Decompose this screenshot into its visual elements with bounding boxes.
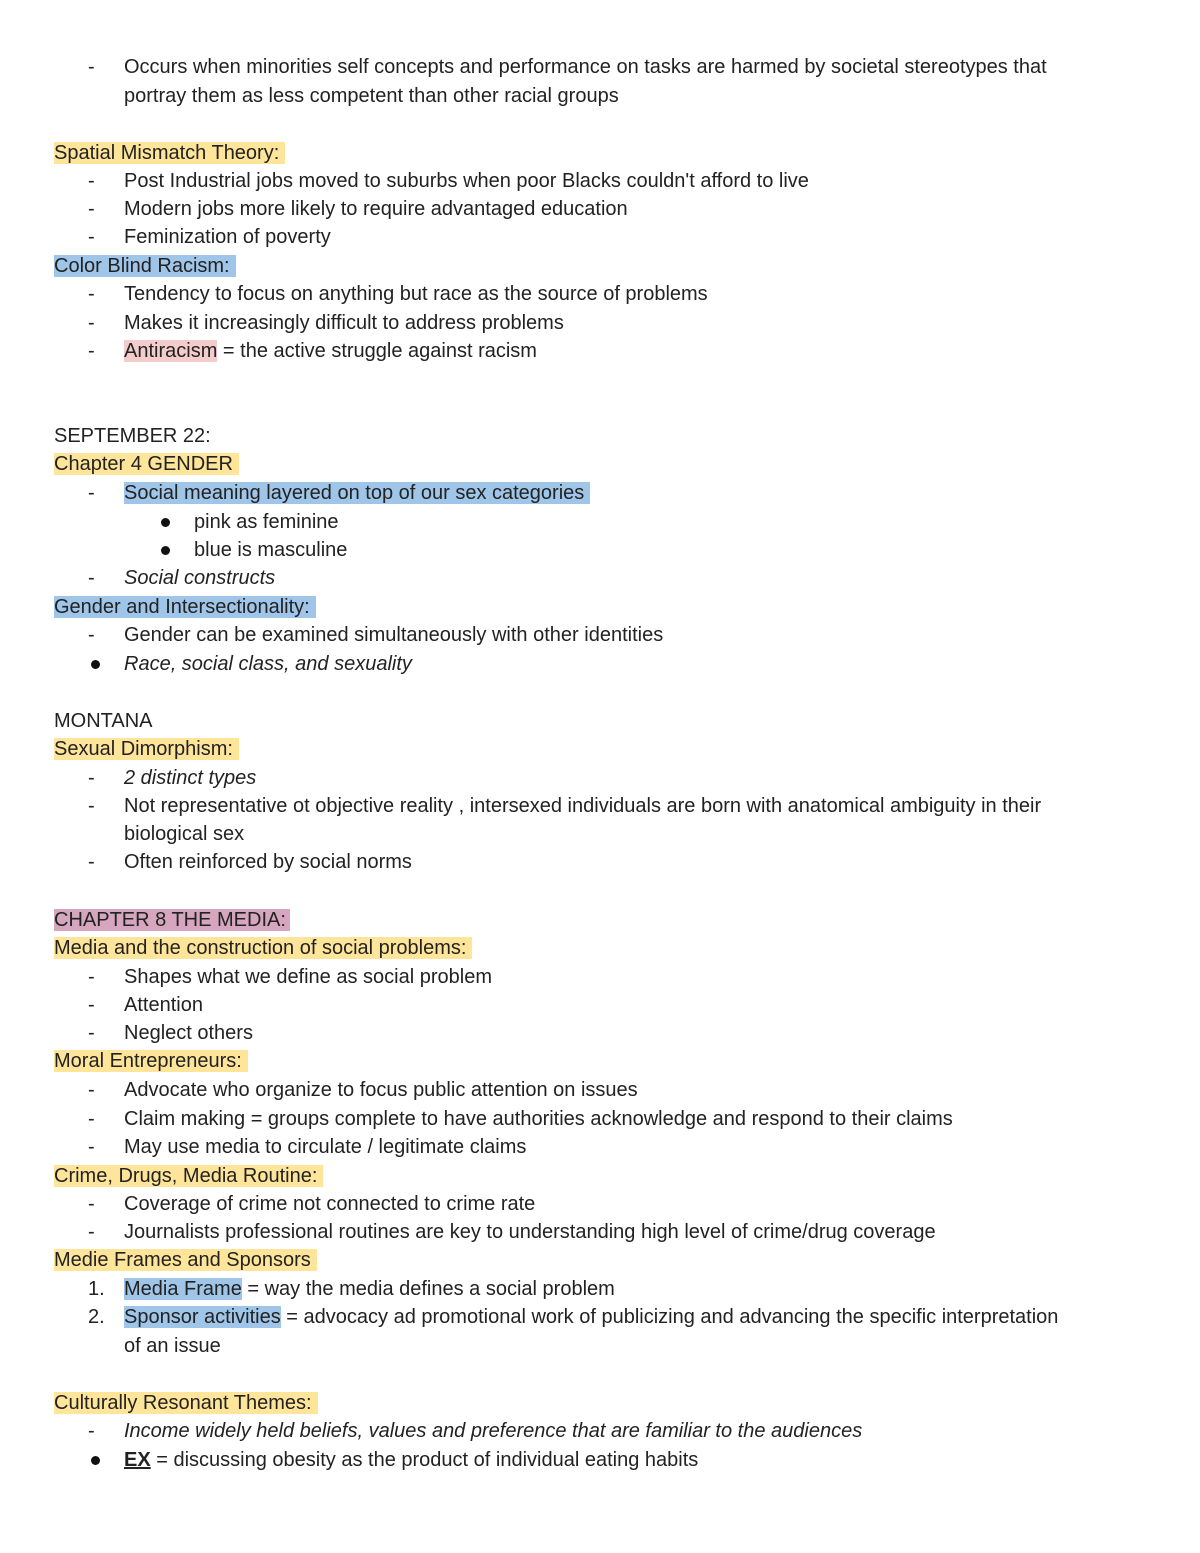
list-item: Social constructs: [124, 567, 276, 589]
list-item: Feminization of poverty: [124, 226, 331, 248]
dash-bullet: -: [88, 198, 95, 220]
antiracism-term: Antiracism: [124, 340, 218, 362]
list-item: Race, social class, and sexuality: [124, 653, 412, 675]
dash-bullet: -: [88, 795, 95, 817]
list-item: Gender can be examined simultaneously with other identities: [124, 624, 664, 646]
list-item: Coverage of crime not connected to crime rate: [124, 1193, 536, 1215]
media-frame-term: Media Frame: [124, 1278, 242, 1300]
dash-bullet: -: [88, 1221, 95, 1243]
moral-entrepreneurs-heading: Moral Entrepreneurs:: [54, 1047, 248, 1075]
social-meaning-item: Social meaning layered on top of our sex categories: [124, 479, 590, 507]
dash-bullet: -: [88, 767, 95, 789]
list-item: Tendency to focus on anything but race as the source of problems: [124, 283, 708, 305]
dash-bullet: -: [88, 1193, 95, 1215]
dash-bullet: -: [88, 283, 95, 305]
stereotype-threat-line1: Occurs when minorities self concepts and performance on tasks are harmed by societal stereotypes that: [124, 56, 1047, 78]
sexual-dimorphism-heading: Sexual Dimorphism:: [54, 735, 239, 763]
list-item: Advocate who organize to focus public attention on issues: [124, 1079, 638, 1101]
list-number: 2.: [88, 1306, 105, 1328]
dash-bullet: -: [88, 340, 95, 362]
sub-list-item: pink as feminine: [194, 511, 339, 533]
dash-bullet: -: [88, 1136, 95, 1158]
date-heading: SEPTEMBER 22:: [54, 425, 211, 447]
example-item: [124, 1446, 698, 1474]
sponsor-activities-term: Sponsor activities: [124, 1306, 281, 1328]
list-item-continued: biological sex: [124, 823, 245, 845]
list-item: Post Industrial jobs moved to suburbs when poor Blacks couldn't afford to live: [124, 170, 809, 192]
dash-bullet: -: [88, 482, 95, 504]
list-item: Modern jobs more likely to require advantaged education: [124, 198, 628, 220]
list-item: Journalists professional routines are key to understanding high level of crime/drug coverage: [124, 1221, 936, 1243]
sponsor-activities-definition: = advocacy ad promotional work of publicizing and advancing the specific interpretation: [280, 1306, 1059, 1328]
list-item: May use media to circulate / legitimate claims: [124, 1136, 527, 1158]
bullet-dot: [91, 660, 100, 669]
list-item: Income widely held beliefs, values and preference that are familiar to the audiences: [124, 1420, 863, 1442]
dash-bullet: -: [88, 1420, 95, 1442]
dash-bullet: -: [88, 994, 95, 1016]
section-label: MONTANA: [54, 710, 153, 732]
dash-bullet: -: [88, 851, 95, 873]
dash-bullet: -: [88, 1022, 95, 1044]
stereotype-threat-line2: portray them as less competent than other racial groups: [124, 85, 619, 107]
dash-bullet: -: [88, 567, 95, 589]
bullet-dot: [161, 518, 170, 527]
media-frames-heading: Medie Frames and Sponsors: [54, 1246, 317, 1274]
list-item: Shapes what we define as social problem: [124, 966, 492, 988]
example-label: EX: [124, 1449, 151, 1471]
list-item: Not representative ot objective reality , intersexed individuals are born with anatomical ambiguity in their: [124, 795, 1042, 817]
media-frame-item: [124, 1275, 615, 1303]
list-item: Makes it increasingly difficult to address problems: [124, 312, 564, 334]
bullet-dot: [91, 1456, 100, 1465]
dash-bullet: -: [88, 170, 95, 192]
chapter-8-heading: CHAPTER 8 THE MEDIA:: [54, 906, 290, 934]
list-item: Neglect others: [124, 1022, 253, 1044]
example-text: = discussing obesity as the product of individual eating habits: [150, 1449, 699, 1471]
culturally-resonant-heading: Culturally Resonant Themes:: [54, 1389, 318, 1417]
list-item: 2 distinct types: [124, 767, 257, 789]
antiracism-definition: = the active struggle against racism: [217, 340, 537, 362]
antiracism-item: [124, 337, 537, 365]
dash-bullet: -: [88, 966, 95, 988]
list-item: Attention: [124, 994, 203, 1016]
dash-bullet: -: [88, 226, 95, 248]
color-blind-racism-heading: Color Blind Racism:: [54, 252, 236, 280]
sponsor-activities-item: [124, 1303, 1058, 1331]
bullet-dot: [161, 546, 170, 555]
chapter-4-heading: Chapter 4 GENDER: [54, 450, 239, 478]
media-construction-heading: Media and the construction of social problems:: [54, 934, 472, 962]
dash-bullet: -: [88, 312, 95, 334]
dash-bullet: -: [88, 624, 95, 646]
dash-bullet: -: [88, 1108, 95, 1130]
dash-bullet: -: [88, 1079, 95, 1101]
list-number: 1.: [88, 1278, 105, 1300]
media-frame-definition: = way the media defines a social problem: [241, 1278, 615, 1300]
spatial-mismatch-heading: Spatial Mismatch Theory:: [54, 139, 285, 167]
list-item: Claim making = groups complete to have authorities acknowledge and respond to their claims: [124, 1108, 953, 1130]
list-item-continued: of an issue: [124, 1335, 221, 1357]
list-item: Often reinforced by social norms: [124, 851, 412, 873]
dash-bullet: -: [88, 56, 95, 78]
intersectionality-heading: Gender and Intersectionality:: [54, 593, 316, 621]
crime-drugs-heading: Crime, Drugs, Media Routine:: [54, 1162, 323, 1190]
sub-list-item: blue is masculine: [194, 539, 348, 561]
